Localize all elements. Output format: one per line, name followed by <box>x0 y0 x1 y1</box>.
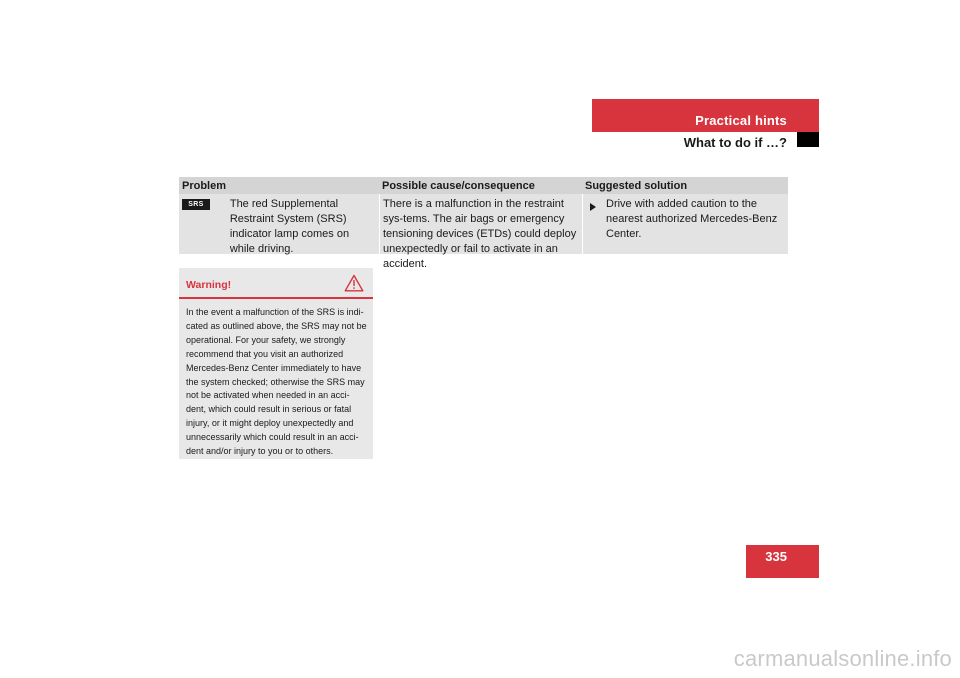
watermark: carmanualsonline.info <box>733 646 952 671</box>
srs-icon: SRS <box>182 199 210 210</box>
cause-text: There is a malfunction in the restraint sys-tems. The air bags or emergency tensioning devices (ETDs) could deploy unexpectedly or fail to activate in an accident. <box>383 198 577 270</box>
section-subtitle: What to do if …? <box>683 135 787 150</box>
solution-cell <box>582 194 788 254</box>
section-title: Practical hints <box>695 113 787 128</box>
solution-item <box>586 197 784 242</box>
table-row <box>179 194 788 270</box>
column-header-cause: Possible cause/consequence <box>382 180 535 192</box>
warning-title: Warning! <box>186 279 232 291</box>
section-header-bar <box>592 99 819 132</box>
problem-table <box>179 177 788 270</box>
warning-header <box>179 268 373 299</box>
column-header-solution: Suggested solution <box>585 180 688 192</box>
warning-text: In the event a malfunction of the SRS is indi-cated as outlined above, the SRS may not be operational. For your safety, we strongly recommend that you visit an authorized Mercedes-Benz Center immediately to have the system checked; otherwise the SRS may not be activated when needed in an acci-dent, which could result in serious or fatal injury, or it might deploy unexpectedly and unnecessarily which could result in an acci-dent and/or injury to you or to others. <box>186 307 367 457</box>
page-number: 335 <box>765 549 787 564</box>
table-header <box>179 177 788 194</box>
column-header-problem: Problem <box>182 180 227 192</box>
header-marker <box>797 132 819 147</box>
problem-cell <box>179 194 379 254</box>
warning-triangle-icon <box>344 274 364 292</box>
solution-text: Drive with added caution to the nearest authorized Mercedes-Benz Center. <box>606 198 778 240</box>
warning-box <box>179 268 373 459</box>
page-number-box <box>746 545 819 578</box>
cause-cell <box>379 194 582 270</box>
bullet-arrow-icon <box>590 203 596 211</box>
problem-text: The red Supplemental Restraint System (SRS) indicator lamp comes on while driving. <box>229 198 350 255</box>
